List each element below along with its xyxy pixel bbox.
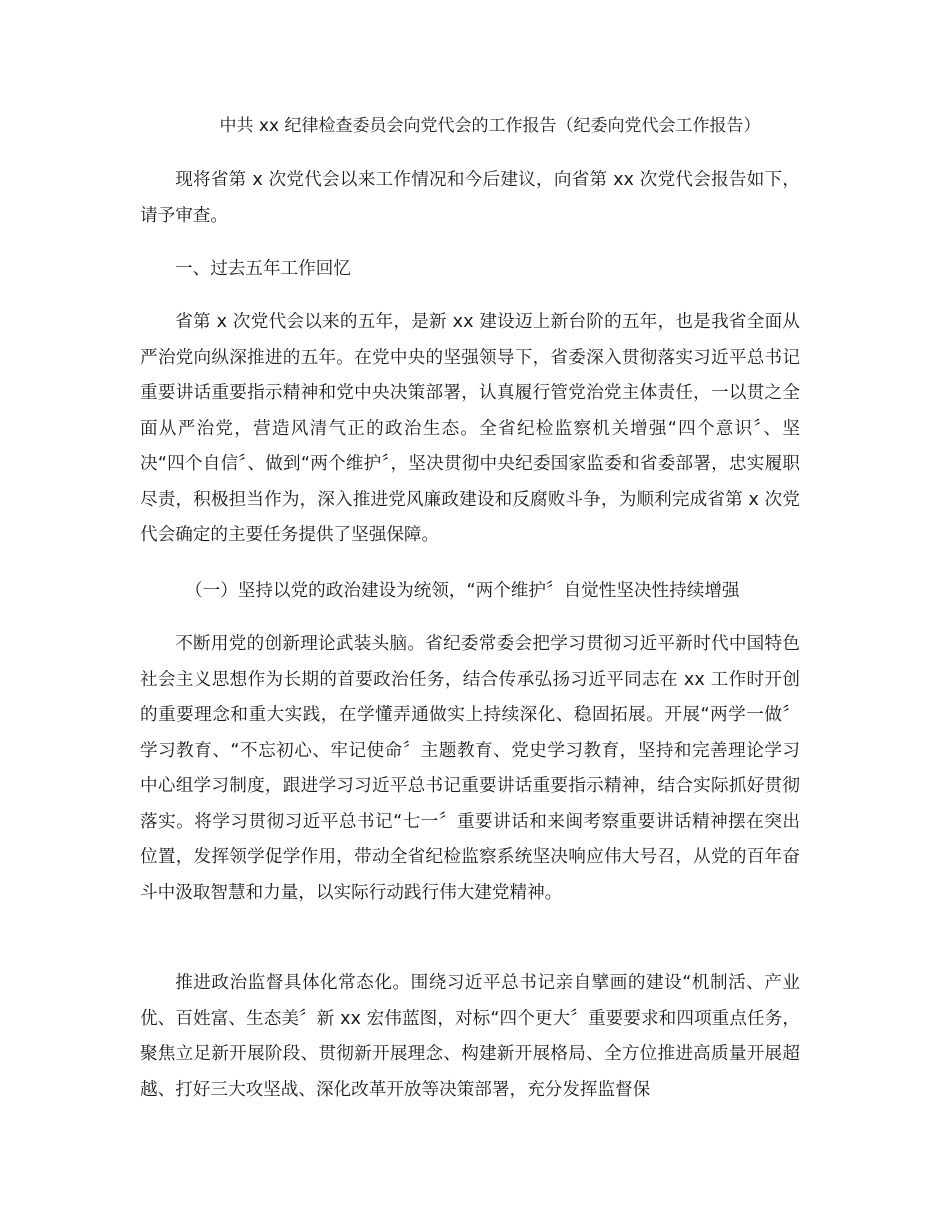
section-paragraph: 省第 x 次党代会以来的五年，是新 xx 建设迈上新台阶的五年，也是我省全面从严治党向纵深推进的五年。在党中央的坚强领导下，省委深入贯彻落实习近平总书记重要讲话重要指示精神和党中央决策部署，认真履行管党治党主体责任，一以贯之全面从严治党，营造风清气正的政治生态。全省纪检监察机关增强“四个意识〞、坚决“四个自信〞、做到“两个维护〞，坚决贯彻中央纪委国家监委和省委部署，忠实履职尽责，积极担当作为，深入推进党风廉政建设和反腐败斗争，为顺利完成省第 x 次党代会确定的主要任务提供了坚强保障。 (140, 312, 800, 545)
section-heading: 一、过去五年工作回忆 (175, 259, 351, 279)
intro-paragraph: 现将省第 x 次党代会以来工作情况和今后建议，向省第 xx 次党代会报告如下，请予审查。 (140, 170, 800, 226)
subsection-paragraph-2: 推进政治监督具体化常态化。围绕习近平总书记亲自擘画的建设“机制活、产业优、百姓富、生态美〞新 xx 宏伟蓝图，对标“四个更大〞重要要求和四项重点任务，聚焦立足新开展阶段、贯彻新开展理念、构建新开展格局、全方位推进高质量开展超越、打好三大攻坚战、深化改革开放等决策部署，充分发挥监督保 (140, 973, 800, 1100)
subsection-heading: （一）坚持以党的政治建设为统领，“两个维护〞自觉性坚决性持续增强 (185, 581, 740, 601)
document-title: 中共 xx 纪律检查委员会向党代会的工作报告（纪委向党代会工作报告） (219, 116, 761, 136)
subsection-paragraph-1: 不断用党的创新理论武装头脑。省纪委常委会把学习贯彻习近平新时代中国特色社会主义思想作为长期的首要政治任务，结合传承弘扬习近平同志在 xx 工作时开创的重要理念和重大实践，在学懂弄通做实上持续深化、稳固拓展。开展“两学一做〞学习教育、“不忘初心、牢记使命〞主题教育、党史学习教育，坚持和完善理论学习中心组学习制度，跟进学习习近平总书记重要讲话重要指示精神，结合实际抓好贯彻落实。将学习贯彻习近平总书记“七一〞重要讲话和来闽考察重要讲话精神摆在突出位置，发挥领学促学作用，带动全省纪检监察系统坚决响应伟大号召，从党的百年奋斗中汲取智慧和力量，以实际行动践行伟大建党精神。 (140, 634, 800, 903)
